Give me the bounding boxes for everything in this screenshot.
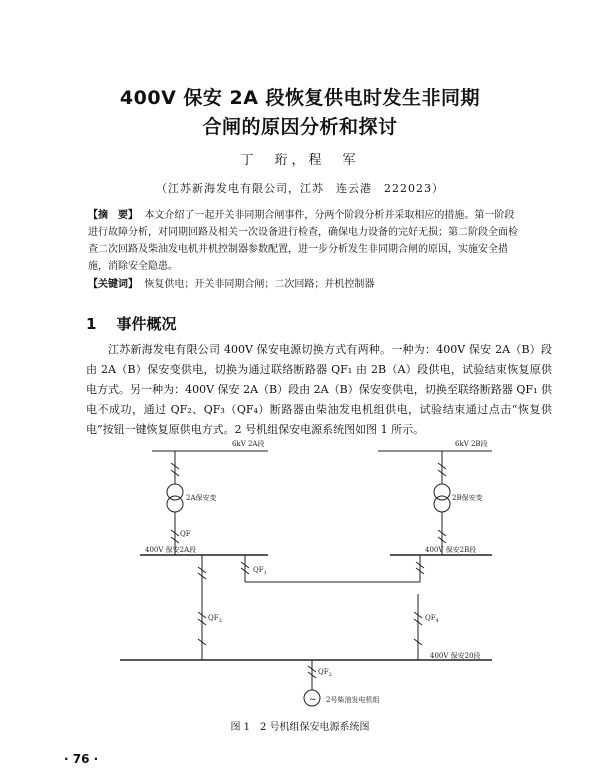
- label-qf3: $QF_3$: [208, 614, 222, 624]
- keywords-label: 【关键词】: [88, 279, 138, 290]
- section-title: 事件概况: [116, 315, 177, 333]
- label-transformer-2a: 2A保安变: [186, 494, 217, 502]
- label-bus-6kv-2b: 6kV 2B段: [455, 440, 488, 448]
- generator-symbol: ~: [309, 695, 317, 705]
- label-bus-400v-2b: 400V 保安2B段: [425, 546, 477, 554]
- affiliation: （江苏新海发电有限公司，江苏 连云港 222023）: [156, 182, 444, 195]
- label-transformer-2b: 2B保安变: [452, 494, 483, 502]
- transformer-2a-primary: [167, 484, 183, 500]
- section-number: 1: [86, 315, 97, 333]
- paper-title-line2: 合闸的原因分析和探讨: [202, 116, 398, 138]
- abstract: [88, 207, 518, 275]
- label-generator: 2号柴油发电机组: [326, 696, 380, 704]
- figure-caption: 图 1 2 号机组保安电源系统图: [230, 722, 370, 733]
- body-text-block: [86, 340, 552, 440]
- page-number: · 76 ·: [64, 752, 99, 766]
- abstract-label: 【摘 要】: [88, 210, 138, 221]
- section-heading: [86, 313, 196, 334]
- paper-title-line1: 400V 保安 2A 段恢复供电时发生非同期: [119, 87, 481, 109]
- abstract-text: 本文介绍了一起开关非同期合闸事件，分两个阶段分析并采取相应的措施。第一阶段进行故障分析，对同期回路及相关一次设备进行检查，确保电力设备的完好无损；第二阶段全面检查二次回路及柴油发电机并机控制器参数配置，进一步分析发生非同期合闸的原因，实施安全措施，消除安全隐患。: [88, 210, 518, 272]
- label-qf1: $QF_1$: [253, 566, 267, 576]
- label-qf4: $QF_4$: [425, 614, 439, 624]
- keywords: [88, 276, 518, 293]
- transformer-2b-primary: [434, 484, 450, 500]
- label-qf-left-upper: QF: [180, 530, 191, 538]
- keywords-text: 恢复供电；开关非同期合闸；二次回路；并机控制器: [144, 279, 375, 290]
- label-bus-400v-20: 400V 保安20段: [430, 652, 481, 660]
- authors: 丁 珩，程 军: [240, 153, 360, 168]
- body-paragraph: 江苏新海发电有限公司 400V 保安电源切换方式有两种。一种为：400V 保安 2A（B）段由 2A（B）保安变供电，切换为通过联络断路器 QF₁ 由 2B（A）段供电，试验结束恢复原供电方式。另一种为：400V 保安 2A（B）段由 2A（B）保安变供电，切换至联络断路器 QF₁ 供电不成功，通过 QF₂、QF₃（QF₄）断路器由柴油发电机组供电，试验结束通过点击“恢复供电”按钮一键恢复原供电方式。2 号机组保安电源系统图如图 1 所示。: [86, 343, 552, 436]
- transformer-2b-secondary: [434, 496, 450, 512]
- label-qf2: $QF_2$: [318, 668, 332, 678]
- transformer-2a-secondary: [167, 496, 183, 512]
- label-bus-6kv-2a: 6kV 2A段: [232, 440, 265, 448]
- label-bus-400v-2a: 400V 保安2A段: [145, 546, 197, 554]
- power-system-diagram: [0, 434, 600, 716]
